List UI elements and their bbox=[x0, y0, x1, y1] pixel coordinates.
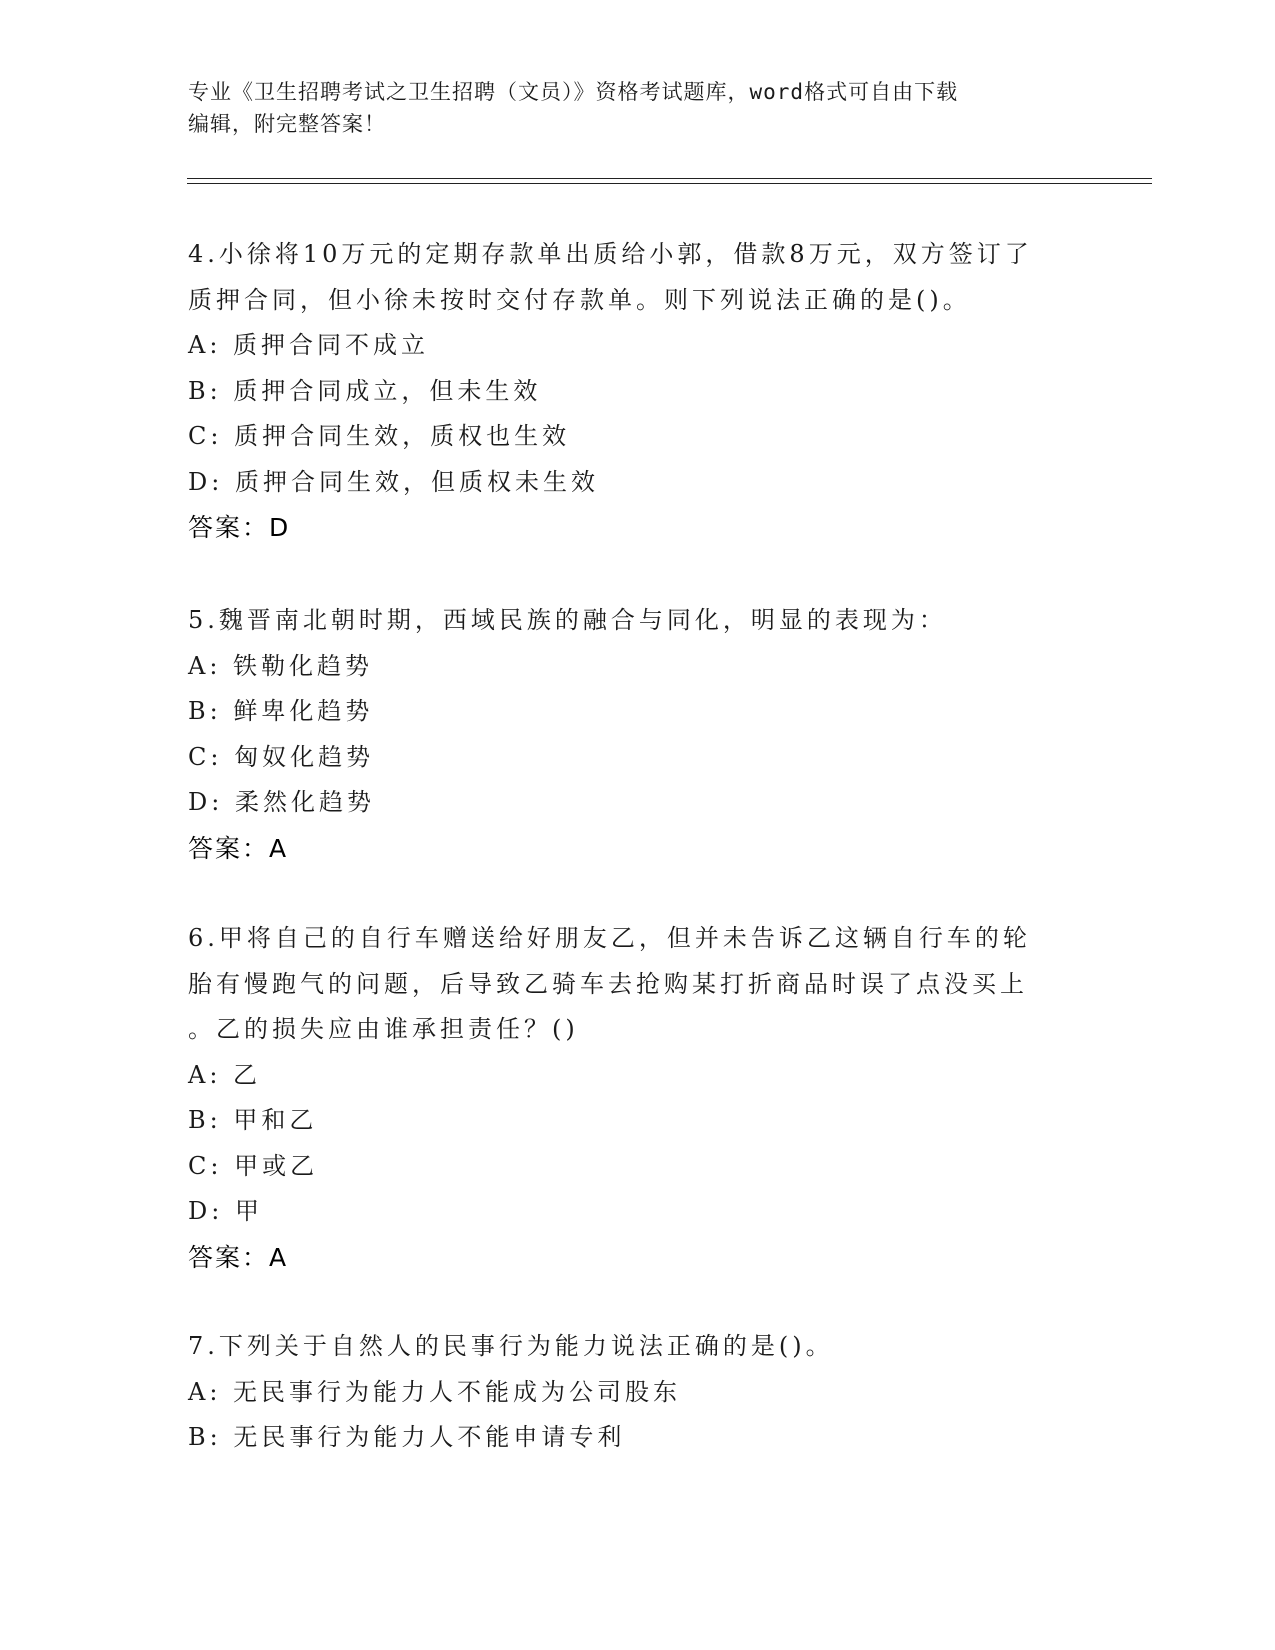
answer-line: 答案：A bbox=[188, 833, 289, 863]
option-d: D: 柔然化趋势 bbox=[188, 788, 375, 816]
document-header bbox=[188, 76, 1088, 140]
answer-line: 答案：A bbox=[188, 1242, 289, 1272]
option-b: B: 甲和乙 bbox=[188, 1106, 318, 1134]
option-a: A: 铁勒化趋势 bbox=[188, 651, 374, 680]
option-d: D: 甲 bbox=[188, 1197, 263, 1225]
question-7 bbox=[188, 1324, 1088, 1461]
option-a: A: 质押合同不成立 bbox=[188, 331, 430, 359]
option-b: B: 质押合同成立，但未生效 bbox=[188, 376, 542, 405]
option-a: A: 无民事行为能力人不能成为公司股东 bbox=[188, 1377, 682, 1406]
header-divider-top bbox=[187, 178, 1152, 179]
option-d: D: 质押合同生效，但质权未生效 bbox=[188, 467, 599, 496]
question-stem-line: 7.下列关于自然人的民事行为能力说法正确的是()。 bbox=[188, 1332, 834, 1360]
answer-line: 答案：D bbox=[188, 513, 291, 542]
question-6 bbox=[188, 916, 1088, 1280]
question-stem-line: 。乙的损失应由谁承担责任？() bbox=[188, 1015, 579, 1043]
option-c: C: 质押合同生效，质权也生效 bbox=[188, 422, 571, 450]
question-stem-line: 胎有慢跑气的问题，后导致乙骑车去抢购某打折商品时误了点没买上 bbox=[188, 969, 1028, 998]
question-4 bbox=[188, 232, 1088, 551]
header-divider-bottom bbox=[187, 183, 1152, 184]
question-5 bbox=[188, 598, 1088, 871]
header-line-2: 编辑，附完整答案！ bbox=[188, 112, 386, 136]
header-line-1: 专业《卫生招聘考试之卫生招聘（文员）》资格考试题库，word格式可自由下载 bbox=[188, 80, 959, 104]
question-stem-line: 4.小徐将10万元的定期存款单出质给小郭，借款8万元，双方签订了 bbox=[188, 240, 1033, 268]
option-b: B: 鲜卑化趋势 bbox=[188, 697, 374, 725]
option-c: C: 甲或乙 bbox=[188, 1151, 319, 1180]
question-stem-line: 6.甲将自己的自行车赠送给好朋友乙，但并未告诉乙这辆自行车的轮 bbox=[188, 924, 1031, 952]
question-stem-line: 5.魏晋南北朝时期，西域民族的融合与同化，明显的表现为： bbox=[188, 606, 947, 634]
question-stem-line: 质押合同，但小徐未按时交付存款单。则下列说法正确的是()。 bbox=[188, 285, 971, 314]
option-c: C: 匈奴化趋势 bbox=[188, 742, 375, 771]
option-b: B: 无民事行为能力人不能申请专利 bbox=[188, 1423, 626, 1451]
option-a: A: 乙 bbox=[188, 1060, 262, 1089]
